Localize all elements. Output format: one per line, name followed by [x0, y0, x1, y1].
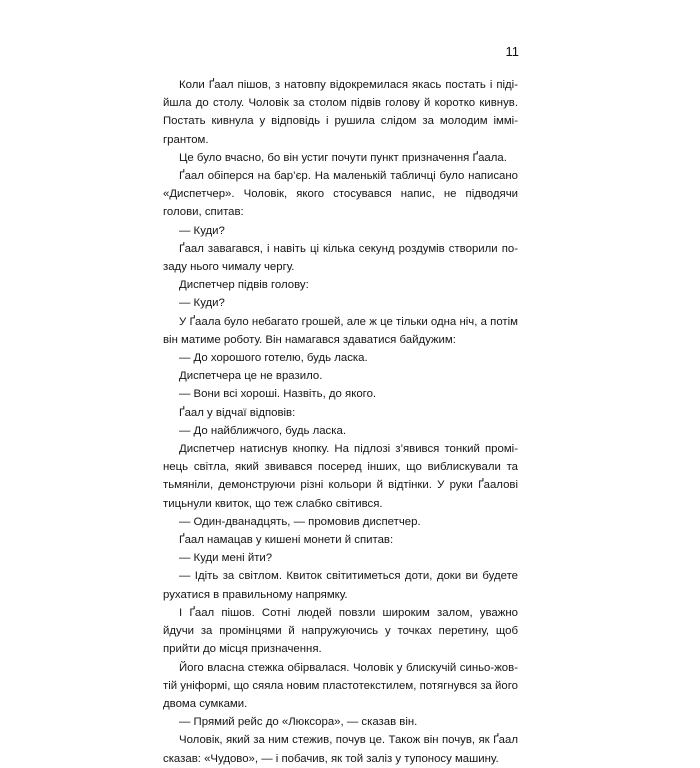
paragraph: Чоловік, який за ним стежив, почув це. Також він почув, як Ґаал сказав: «Чудово», — і побачив, як той заліз у тупоносу машину. [163, 734, 518, 765]
page-number: 11 [505, 44, 519, 59]
paragraph: Коли Ґаал пішов, з натовпу відокремилася якась постать і підійшла до столу. Чоловік за столом підвів голову й коротко кивнув. Постать кивнула у відповідь і рушила слідом за молодим іммігрантом. [163, 79, 518, 146]
dialogue-line: — Один-дванадцять, — промовив диспетчер. [179, 515, 421, 528]
paragraph: Ґаал у відчаї відповів: [179, 406, 296, 419]
dialogue-line: — Ідіть за світлом. Квиток світитиметься доти, доки ви будете рухатися в правильному напрямку. [163, 570, 518, 601]
page-text [163, 76, 518, 768]
dialogue-line: — Куди? [179, 224, 225, 237]
dialogue-line: — Прямий рейс до «Люксора», — сказав він. [179, 716, 418, 729]
paragraph: І Ґаал пішов. Сотні людей повзли широким залом, уважно йдучи за промінцями й напружуючись у точках перетину, щоб прийти до місця призначення. [163, 606, 518, 656]
paragraph: Диспетчера це не вразило. [179, 370, 323, 383]
paragraph: Ґаал завагався, і навіть ці кілька секунд роздумів створили позаду нього чималу чергу. [163, 242, 518, 274]
paragraph: Диспетчер натиснув кнопку. На підлозі з’явився тонкий промінець світла, який звивався посеред інших, що виблискували та тьмяніли, демонструючи різні кольори й відтінки. У руки Ґаалові тицьнули квиток, що теж слабко світився. [163, 443, 518, 510]
paragraph: У Ґаала було небагато грошей, але ж це тільки одна ніч, а потім він матиме роботу. Він намагався здаватися байдужим: [163, 315, 518, 346]
paragraph: Диспетчер підвів голову: [179, 279, 309, 292]
dialogue-line: — Куди? [179, 297, 225, 310]
dialogue-line: — Куди мені йти? [179, 552, 273, 565]
dialogue-line: — До найближчого, будь ласка. [179, 424, 346, 437]
paragraph: Його власна стежка обірвалася. Чоловік у блискучій синьо-жовтій уніформі, що сяяла новим пластотекстилем, потягнувся за його двома сумками. [163, 661, 518, 710]
paragraph: Ґаал намацав у кишені монети й спитав: [179, 534, 394, 547]
dialogue-line: — До хорошого готелю, будь ласка. [179, 352, 368, 365]
paragraph: Ґаал обіперся на бар’єр. На маленькій табличці було написано «Диспетчер». Чоловік, якого стосувався напис, не підводячи голови, спитав: [163, 170, 518, 219]
dialogue-line: — Вони всі хороші. Назвіть, до якого. [179, 388, 377, 401]
paragraph: Це було вчасно, бо він устиг почути пункт призначення Ґаала. [179, 151, 507, 164]
